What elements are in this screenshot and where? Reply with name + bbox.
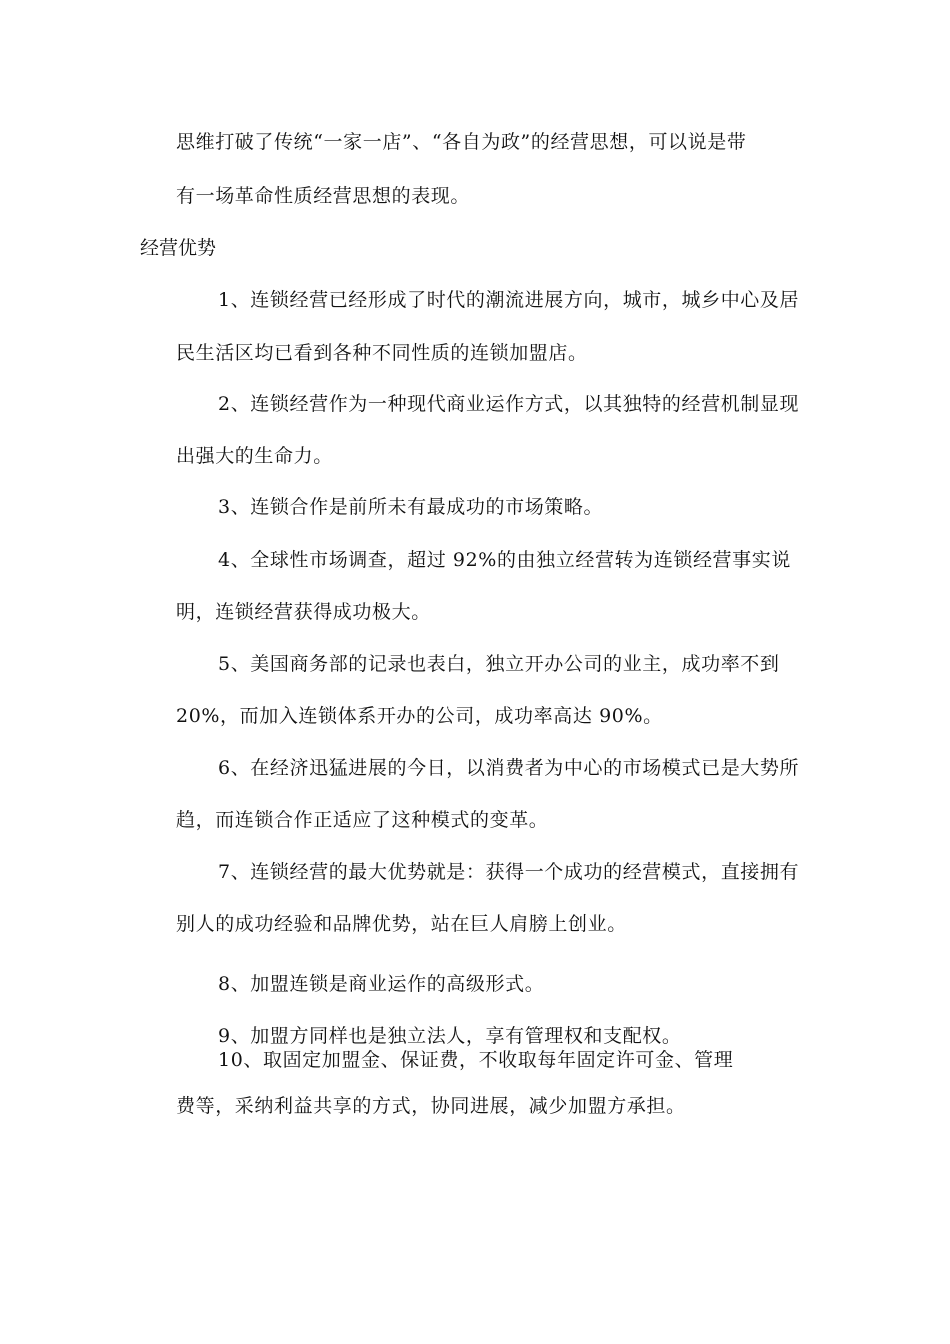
section-heading: 经营优势	[140, 237, 217, 259]
list-item-4-line-1: 4、全球性市场调查，超过 92%的由独立经营转为连锁经营事实说	[218, 549, 791, 571]
list-item-1-line-1: 1、连锁经营已经形成了时代的潮流进展方向，城市，城乡中心及居	[218, 289, 800, 311]
list-item-10-line-1: 10、取固定加盟金、保证费，不收取每年固定许可金、管理	[218, 1049, 734, 1071]
list-item-7-line-1: 7、连锁经营的最大优势就是：获得一个成功的经营模式，直接拥有	[218, 861, 800, 883]
intro-line-2: 有一场革命性质经营思想的表现。	[176, 185, 471, 207]
list-item-6-line-1: 6、在经济迅猛进展的今日，以消费者为中心的市场模式已是大势所	[218, 757, 800, 779]
list-item-9-line-1: 9、加盟方同样也是独立法人，享有管理权和支配权。	[218, 1025, 682, 1047]
list-item-8-line-1: 8、加盟连锁是商业运作的高级形式。	[218, 973, 545, 995]
list-item-7-line-2: 别人的成功经验和品牌优势，站在巨人肩膀上创业。	[176, 913, 627, 935]
list-item-5-line-1: 5、美国商务部的记录也表白，独立开办公司的业主，成功率不到	[218, 653, 780, 675]
intro-line-1: 思维打破了传统“一家一店”、“各自为政”的经营思想，可以说是带	[176, 131, 747, 153]
list-item-5-line-2: 20%，而加入连锁体系开办的公司，成功率高达 90%。	[176, 705, 663, 727]
list-item-2-line-2: 出强大的生命力。	[176, 445, 333, 467]
list-item-2-line-1: 2、连锁经营作为一种现代商业运作方式，以其独特的经营机制显现	[218, 393, 800, 415]
list-item-6-line-2: 趋，而连锁合作正适应了这种模式的变革。	[176, 809, 549, 831]
list-item-10-line-2: 费等，采纳利益共享的方式，协同进展，减少加盟方承担。	[176, 1095, 686, 1117]
list-item-1-line-2: 民生活区均已看到各种不同性质的连锁加盟店。	[176, 342, 588, 364]
list-item-3-line-1: 3、连锁合作是前所未有最成功的市场策略。	[218, 496, 604, 518]
list-item-4-line-2: 明，连锁经营获得成功极大。	[176, 601, 431, 623]
